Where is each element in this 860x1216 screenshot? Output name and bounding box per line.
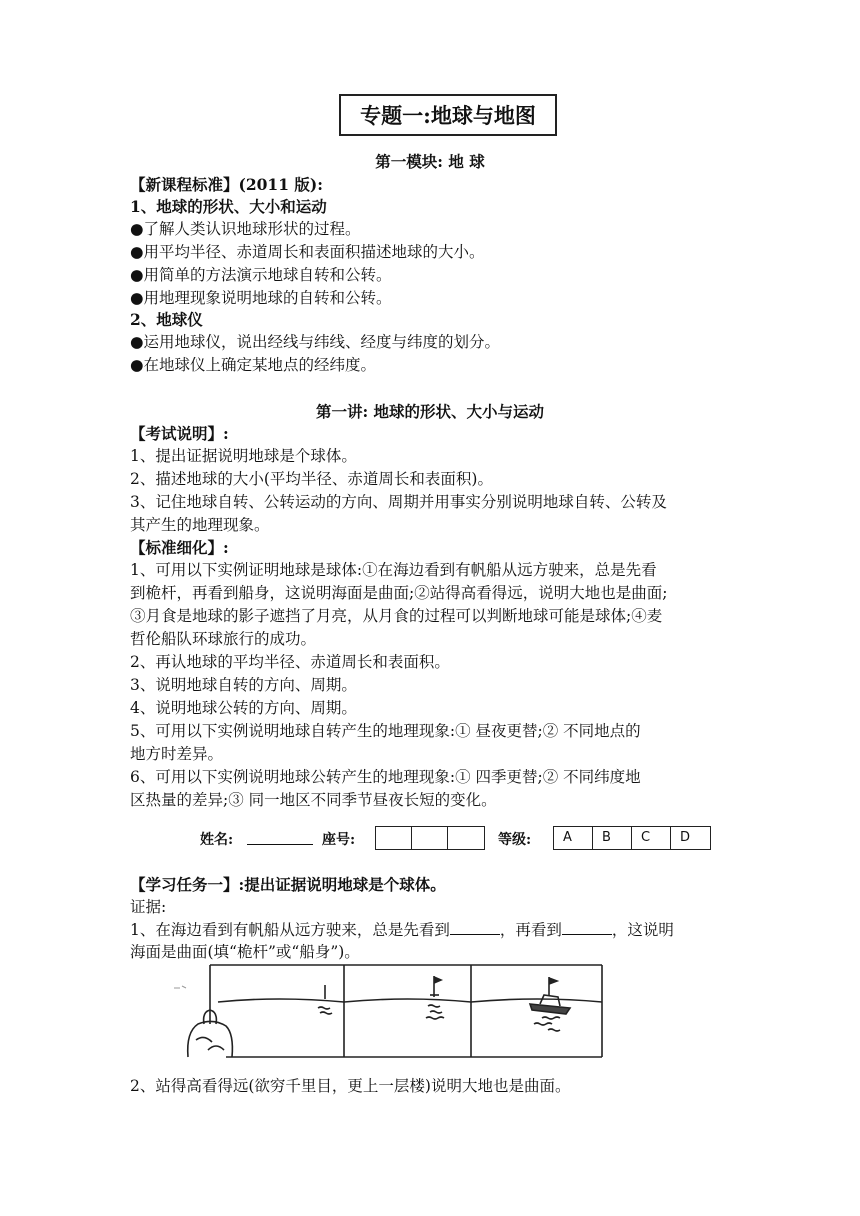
observer-detail bbox=[196, 1037, 224, 1050]
scribble bbox=[174, 986, 186, 988]
standard-sec2-item: ●在地球仪上确定某地点的经纬度。 bbox=[130, 356, 377, 374]
name-field[interactable] bbox=[247, 844, 313, 845]
horizon-1 bbox=[218, 999, 344, 1002]
task-heading: 【学习任务一】:提出证据说明地球是个球体。 bbox=[130, 875, 446, 894]
cabin-3 bbox=[540, 995, 560, 1006]
exam-line: 2、描述地球的大小(平均半径、赤道周长和表面积)。 bbox=[130, 470, 493, 488]
detail-line: 6、可用以下实例说明地球公转产生的地理现象:① 四季更替;② 不同纬度地 bbox=[130, 768, 641, 786]
grade-cell-d[interactable]: D bbox=[680, 830, 691, 845]
flag-2 bbox=[434, 977, 441, 983]
q1-part-b: ，再看到 bbox=[499, 921, 562, 939]
detail-line: 1、可用以下实例证明地球是球体:①在海边看到有帆船从远方驶来，总是先看 bbox=[130, 561, 657, 579]
standard-sec1-title: 1、地球的形状、大小和运动 bbox=[130, 197, 327, 216]
exam-line: 3、记住地球自转、公转运动的方向、周期并用事实分别说明地球自转、公转及 bbox=[130, 493, 667, 511]
horizon-3 bbox=[471, 999, 602, 1002]
page-title: 专题一:地球与地图 bbox=[360, 103, 536, 128]
observer-body bbox=[188, 1021, 233, 1057]
name-label: 姓名: bbox=[200, 832, 234, 848]
standard-heading: 【新课程标准】(2011 版): bbox=[130, 175, 323, 194]
standard-sec1-item: ●用简单的方法演示地球自转和公转。 bbox=[130, 266, 392, 284]
standard-sec1-item: ●了解人类认识地球形状的过程。 bbox=[130, 220, 361, 238]
horizon-2 bbox=[344, 999, 471, 1002]
grade-label: 等级: bbox=[498, 832, 532, 848]
q1-part-c: ，这说明 bbox=[611, 921, 674, 939]
detail-line: 5、可用以下实例说明地球自转产生的地理现象:① 昼夜更替;② 不同地点的 bbox=[130, 722, 641, 740]
module-heading: 第一模块: 地 球 bbox=[375, 152, 485, 171]
detail-line: 到桅杆，再看到船身，这说明海面是曲面;②站得高看得远，说明大地也是曲面; bbox=[130, 584, 668, 602]
detail-line: 2、再认地球的平均半径、赤道周长和表面积。 bbox=[130, 653, 450, 671]
grade-cell-b[interactable]: B bbox=[593, 827, 632, 849]
detail-line: 哲伦船队环球旅行的成功。 bbox=[130, 630, 317, 648]
detail-line: 4、说明地球公转的方向、周期。 bbox=[130, 699, 357, 717]
grade-cell-a[interactable]: A bbox=[554, 827, 593, 849]
question-2: 2、站得高看得远(欲穷千里目，更上一层楼)说明大地也是曲面。 bbox=[130, 1077, 571, 1095]
standard-sec2-item: ●运用地球仪，说出经线与纬线、经度与纬度的划分。 bbox=[130, 333, 501, 351]
ship-illustration bbox=[168, 962, 604, 1062]
seat-grid bbox=[375, 826, 485, 850]
hull-3 bbox=[530, 1004, 570, 1014]
detail-line: 区热量的差异;③ 同一地区不同季节昼夜长短的变化。 bbox=[130, 791, 497, 809]
detail-heading: 【标准细化】: bbox=[130, 538, 229, 557]
blank-2[interactable] bbox=[562, 918, 612, 935]
detail-line: 3、说明地球自转的方向、周期。 bbox=[130, 676, 357, 694]
standard-sec1-item: ●用平均半径、赤道周长和表面积描述地球的大小。 bbox=[130, 243, 485, 261]
waves-2 bbox=[426, 1005, 444, 1019]
seat-cell[interactable] bbox=[376, 827, 412, 849]
evidence-label: 证据: bbox=[130, 898, 167, 916]
detail-line: ③月食是地球的影子遮挡了月亮，从月食的过程可以判断地球可能是球体;④麦 bbox=[130, 607, 663, 625]
grade-grid bbox=[553, 826, 711, 850]
exam-line: 其产生的地理现象。 bbox=[130, 516, 270, 534]
detail-line: 地方时差异。 bbox=[130, 745, 224, 763]
flag-3 bbox=[549, 978, 557, 984]
blank-1[interactable] bbox=[450, 918, 500, 935]
seat-label: 座号: bbox=[322, 832, 356, 848]
question-1 bbox=[130, 918, 674, 941]
standard-sec1-item: ●用地理现象说明地球的自转和公转。 bbox=[130, 289, 392, 307]
exam-heading: 【考试说明】: bbox=[130, 424, 229, 443]
seat-cell[interactable] bbox=[412, 827, 448, 849]
waves-1 bbox=[318, 1007, 332, 1014]
seat-cell[interactable] bbox=[448, 827, 484, 849]
grade-cell-c[interactable]: C bbox=[632, 827, 671, 849]
standard-sec2-title: 2、地球仪 bbox=[130, 310, 203, 329]
lecture-title: 第一讲: 地球的形状、大小与运动 bbox=[315, 402, 545, 421]
exam-line: 1、提出证据说明地球是个球体。 bbox=[130, 447, 357, 465]
q1-part-a: 1、在海边看到有帆船从远方驶来，总是先看到 bbox=[130, 921, 450, 939]
waves-3 bbox=[534, 1017, 560, 1031]
question-1-line2: 海面是曲面(填“桅杆”或“船身”)。 bbox=[130, 943, 360, 961]
